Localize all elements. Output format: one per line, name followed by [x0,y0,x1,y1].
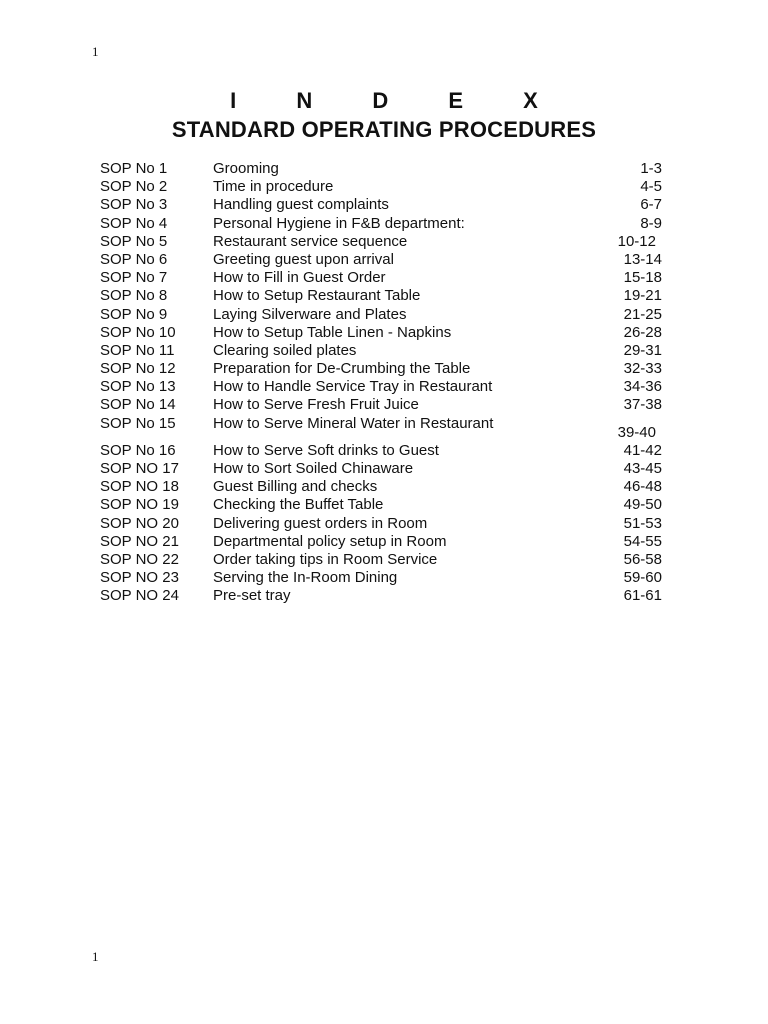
toc-entry [100,306,662,324]
toc-entry-number: SOP No 7 [100,269,168,287]
toc-entry-number: SOP No 16 [100,441,176,459]
toc-entry-title: Serving the In-Room Dining [213,569,398,587]
toc-entry [100,215,662,233]
toc-entry [100,533,662,551]
toc-entry-title: Checking the Buffet Table [213,496,384,514]
toc-entry [100,178,662,196]
toc-entry-number: SOP No 6 [100,250,168,268]
toc-entry-pages: 19-21 [623,287,662,305]
toc-entry [100,269,662,287]
page-number-top: 1 [92,44,99,59]
toc-entry [100,569,662,587]
toc-entry [100,515,662,533]
toc-entry-number: SOP No 1 [100,160,168,177]
toc-entry-pages: 56-58 [623,550,662,568]
toc-entry [100,160,662,178]
toc-entry-number: SOP No 8 [100,287,168,305]
toc-entry-number: SOP No 13 [100,378,176,396]
toc-entry-number: SOP NO 19 [100,496,179,514]
toc-entry-pages: 6-7 [640,196,662,214]
toc-entry-pages: 43-45 [623,460,662,477]
toc-entry-number: SOP No 15 [100,414,176,432]
toc-entry-number: SOP No 4 [100,214,168,232]
toc-entry-title: How to Serve Mineral Water in Restaurant [213,414,494,432]
toc-entry-title: Clearing soiled plates [213,341,357,359]
toc-entry-pages: 46-48 [623,478,662,496]
toc-entry-pages: 41-42 [623,441,662,459]
toc-entry-title: Restaurant service sequence [213,232,408,250]
toc-entry [100,233,662,251]
toc-entry-number: SOP NO 22 [100,550,179,568]
toc-entry-title: How to Setup Table Linen - Napkins [213,323,452,341]
toc-entry-number: SOP NO 18 [100,478,179,496]
toc-entry-title: How to Handle Service Tray in Restaurant [213,378,493,396]
toc-entry-title: How to Setup Restaurant Table [213,287,421,305]
toc-entry [100,342,662,360]
toc-entry-pages: 59-60 [623,569,662,587]
toc-entry-pages: 32-33 [623,360,662,378]
toc-entry [100,496,662,514]
toc-entry-number: SOP No 5 [100,232,168,250]
toc-entry-title: Grooming [213,160,279,177]
index-heading: I N D E X [230,88,565,113]
toc-entry-pages: 4-5 [640,178,662,196]
toc-entry-title: Delivering guest orders in Room [213,514,428,532]
page-title: STANDARD OPERATING PROCEDURES [171,117,597,142]
toc-entry-pages: 29-31 [623,341,662,359]
toc-entry-pages: 49-50 [623,496,662,514]
toc-entry [100,360,662,378]
toc-entry-number: SOP No 11 [100,341,175,359]
toc-entry-pages: 61-61 [623,587,662,605]
toc-entry-number: SOP NO 17 [100,460,179,477]
toc-entry-title: How to Fill in Guest Order [213,269,386,287]
toc-entry-number: SOP NO 23 [100,569,179,587]
toc-entry [100,396,662,414]
toc-entry [100,460,662,478]
toc-entry-number: SOP NO 24 [100,587,179,605]
toc-entry-pages: 54-55 [623,532,662,550]
toc-entry [100,587,662,605]
toc-entry-title: Preparation for De-Crumbing the Table [213,360,471,378]
toc-entry [100,287,662,305]
toc-entry-pages: 1-3 [640,160,662,177]
toc-entry-number: SOP NO 20 [100,514,179,532]
toc-entry [100,324,662,342]
toc-entry-title: Laying Silverware and Plates [213,305,407,323]
toc-entry-title: Departmental policy setup in Room [213,532,447,550]
toc-entry-title: Greeting guest upon arrival [213,250,394,268]
toc-entry-pages: 21-25 [623,305,662,323]
toc-entry [100,478,662,496]
toc-entry-pages: 26-28 [623,323,662,341]
toc-entry [100,196,662,214]
toc-entry-number: SOP No 12 [100,360,176,378]
toc-entry-title: How to Serve Fresh Fruit Juice [213,396,419,414]
toc-entry-title: Handling guest complaints [213,196,389,214]
toc-entry-pages: 15-18 [623,269,662,287]
toc-entry-number: SOP No 2 [100,178,168,196]
toc-entry-number: SOP No 14 [100,396,176,414]
page-number-bottom: 1 [92,949,99,964]
toc-entry-pages: 51-53 [623,514,662,532]
toc-entry-title: Guest Billing and checks [213,478,378,496]
toc-entry-pages: 34-36 [623,378,662,396]
toc-entry-title: Personal Hygiene in F&B department: [213,214,465,232]
toc-entry [100,442,662,460]
toc-entry-pages: 39-40 [617,423,656,441]
toc-entry-pages: 13-14 [623,250,662,268]
toc-entry-title: How to Sort Soiled Chinaware [213,460,414,477]
toc-entry [100,551,662,569]
table-of-contents [100,160,662,606]
toc-entry-pages: 37-38 [623,396,662,414]
toc-entry-title: Pre-set tray [213,587,291,605]
toc-entry-title: Order taking tips in Room Service [213,550,438,568]
toc-entry [100,251,662,269]
toc-entry [100,414,662,441]
toc-entry-number: SOP NO 21 [100,532,179,550]
toc-entry-number: SOP No 9 [100,305,168,323]
toc-entry-title: How to Serve Soft drinks to Guest [213,441,439,459]
toc-entry-pages: 8-9 [640,214,662,232]
toc-entry-title: Time in procedure [213,178,334,196]
toc-entry-number: SOP No 3 [100,196,168,214]
toc-entry-pages: 10-12 [617,232,656,250]
toc-entry [100,378,662,396]
toc-entry-number: SOP No 10 [100,323,176,341]
